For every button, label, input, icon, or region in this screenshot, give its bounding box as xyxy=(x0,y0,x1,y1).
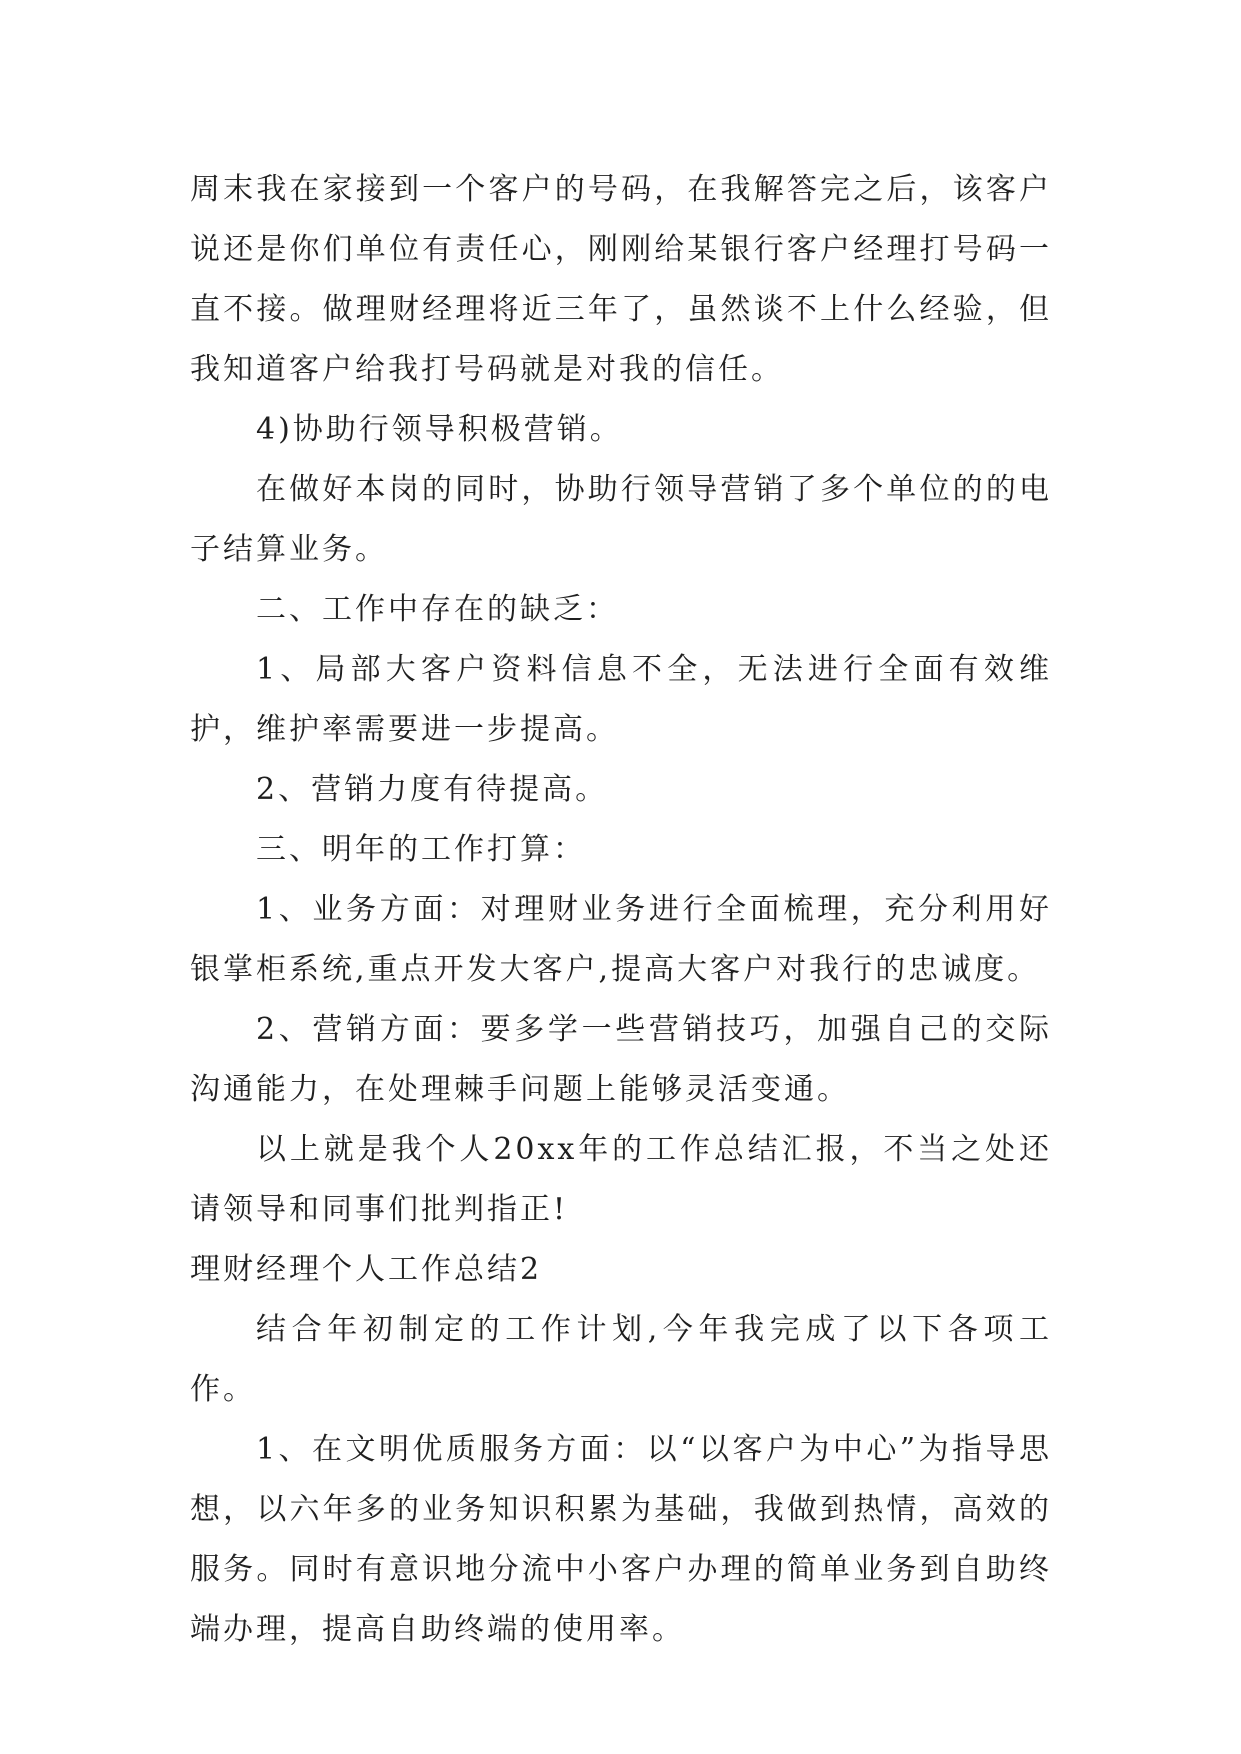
section-heading: 三、明年的工作打算： xyxy=(256,832,586,867)
paragraph: 结合年初制定的工作计划,今年我完成了以下各项工作。 xyxy=(190,1312,1052,1407)
document-title: 理财经理个人工作总结2 xyxy=(190,1252,543,1287)
paragraph: 2、营销方面：要多学一些营销技巧，加强自己的交际沟通能力，在处理棘手问题上能够灵活变通。 xyxy=(190,1012,1052,1107)
section-heading: 二、工作中存在的缺乏： xyxy=(256,592,619,627)
paragraph: 1、在文明优质服务方面：以“以客户为中心”为指导思想，以六年多的业务知识积累为基础，我做到热情，高效的服务。同时有意识地分流中小客户办理的简单业务到自助终端办理，提高自助终端的使用率。 xyxy=(190,1432,1052,1647)
paragraph: 在做好本岗的同时，协助行领导营销了多个单位的的电子结算业务。 xyxy=(190,472,1052,567)
paragraph: 以上就是我个人20xx年的工作总结汇报，不当之处还请领导和同事们批判指正! xyxy=(190,1132,1052,1227)
paragraph: 周末我在家接到一个客户的号码，在我解答完之后，该客户说还是你们单位有责任心，刚刚给某银行客户经理打号码一直不接。做理财经理将近三年了，虽然谈不上什么经验，但我知道客户给我打号码就是对我的信任。 xyxy=(190,172,1052,387)
paragraph: 1、业务方面：对理财业务进行全面梳理，充分利用好银掌柜系统,重点开发大客户,提高大客户对我行的忠诚度。 xyxy=(190,892,1052,987)
paragraph: 1、局部大客户资料信息不全，无法进行全面有效维护，维护率需要进一步提高。 xyxy=(190,652,1052,747)
paragraph: 2、营销力度有待提高。 xyxy=(256,772,609,807)
paragraph: 4)协助行领导积极营销。 xyxy=(256,412,623,447)
document-body xyxy=(190,160,1052,1660)
